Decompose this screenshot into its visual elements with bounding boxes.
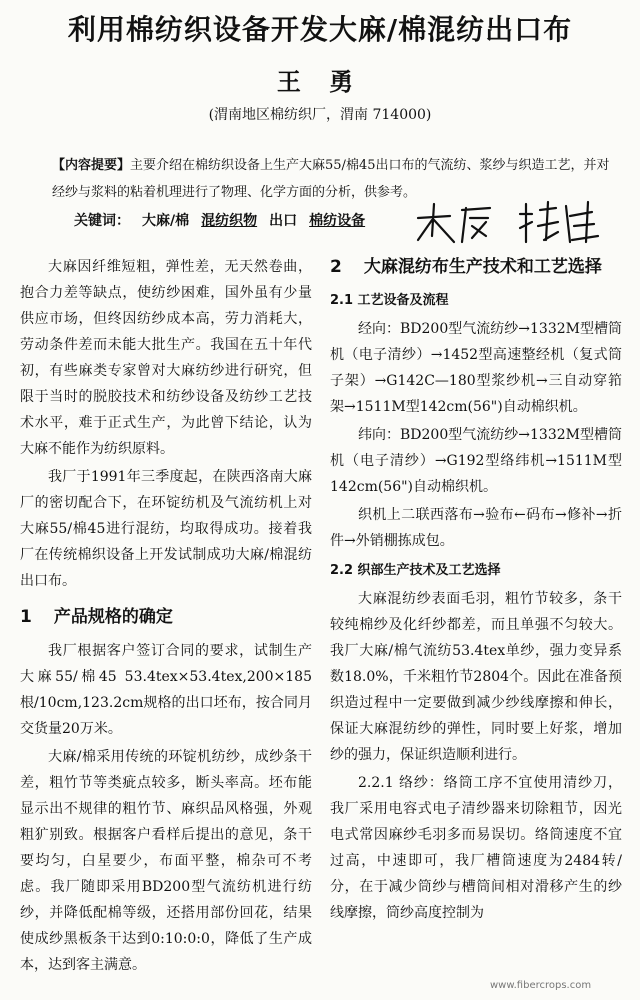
author-affiliation: (渭南地区棉纺织厂，渭南 714000) [208, 107, 432, 123]
section-number: 1 [20, 607, 32, 627]
subsection-heading-2-1: 2.1 工艺设备及流程 [330, 293, 449, 308]
paragraph: 大麻因纤维短粗，弹性差，无天然卷曲，抱合力差等缺点，使纺纱困难，国外虽有少量供应市场，但终因纺纱成本高，劳力消耗大，劳动条件差而未能大批生产。我国在五十年代初，有些麻类专家曾对大麻纺纱进行研究，但限于当时的脱胶技术和纺纱设备及纺纱工艺技术水平，难于正式生产，为此曾下结论，认为大麻不能作为纺织原料。 [20, 259, 312, 457]
abstract-label: 【内容提要】 [52, 158, 131, 173]
paragraph: 纬向：BD200型气流纺纱→1332M型槽筒机（电子清纱）→G192型络纬机→1511M型142cm(56")自动棉织机。 [330, 427, 622, 495]
paragraph: 织机上二联西落布→验布←码布→修补→折件→外销棚拣成包。 [330, 507, 622, 549]
keyword-4: 棉纺设备 [309, 213, 366, 229]
section-number: 2 [330, 257, 342, 277]
watermark: www.fibercrops.com [490, 980, 592, 991]
paper-title: 利用棉纺织设备开发大麻/棉混纺出口布 [67, 13, 573, 46]
left-column [20, 254, 312, 980]
section-title: 产品规格的确定 [53, 607, 173, 627]
section-heading-2 [330, 254, 622, 280]
keyword-1: 大麻/棉 [142, 213, 190, 229]
paragraph: 大麻/棉采用传统的环锭机纺纱，成纱条干差，粗竹节等类疵点较多，断头率高。坯布能显示出不规律的粗竹节、麻织品风格强，外观粗犷别致。根据客户看样后提出的意见，条干要均匀，白星要少，布面平整，棉杂可不考虑。我厂随即采用BD200型气流纺机进行纺纱，并降低配棉等级，还搭用部份回花，结果使成纱黑板条干达到0:10:0:0，降低了生产成本，达到客主满意。 [20, 749, 312, 973]
subsection-heading-2-2: 2.2 织部生产技术及工艺选择 [330, 563, 501, 578]
section-heading-1 [20, 604, 312, 630]
abstract-text: 主要介绍在棉纺织设备上生产大麻55/棉45出口布的气流纺、浆纱与织造工艺，并对经纱与浆料的粘着机理进行了物理、化学方面的分析，供参考。 [52, 158, 610, 200]
paragraph: 我厂根据客户签订合同的要求，试制生产大麻55/棉45 53.4tex×53.4tex,200×185根/10cm,123.2cm规格的出口坯布，按合同月交货量20万米。 [20, 643, 312, 737]
paragraph: 我厂于1991年三季度起，在陕西洛南大麻厂的密切配合下，在环锭纺机及气流纺机上对大麻55/棉45进行混纺，均取得成功。接着我厂在传统棉织设备上开发试制成功大麻/棉混纺出口布。 [20, 469, 312, 589]
keyword-2: 混纺织物 [201, 213, 258, 229]
keywords-label: 关键词： [74, 213, 130, 229]
paragraph: 大麻混纺纱表面毛羽，粗竹节较多，条干较纯棉纱及化纤纱都差，而且单强不匀较大。我厂大麻/棉气流纺53.4tex单纱，强力变异系数18.0%，千米粗竹节2804个。因此在准备预织造过程中一定要做到减少纱线摩擦和伸长，保证大麻混纺纱的弹性，同时要上好浆，增加纱的强力，保证织造顺利进行。 [330, 591, 622, 763]
keyword-3: 出口 [269, 213, 298, 229]
right-column [330, 254, 622, 928]
paragraph: 2.2.1 络纱：络筒工序不宜使用清纱刀，我厂采用电容式电子清纱器来切除粗节，因光电式常因麻纱毛羽多而易误切。络筒速度不宜过高，中速即可，我厂槽筒速度为2484转/分，在于减少筒纱与槽筒间相对滑移产生的纱线摩擦，筒纱高度控制为 [330, 775, 622, 921]
section-title: 大麻混纺布生产技术和工艺选择 [363, 257, 602, 277]
handwritten-annotation [410, 196, 610, 250]
paragraph: 经向：BD200型气流纺纱→1332M型槽筒机（电子清纱）→1452型高速整经机（复式筒子架）→G142C—180型浆纱机→三自动穿筘架→1511M型142cm(56")自动棉织机。 [330, 321, 622, 415]
author-name: 王 勇 [276, 67, 364, 96]
